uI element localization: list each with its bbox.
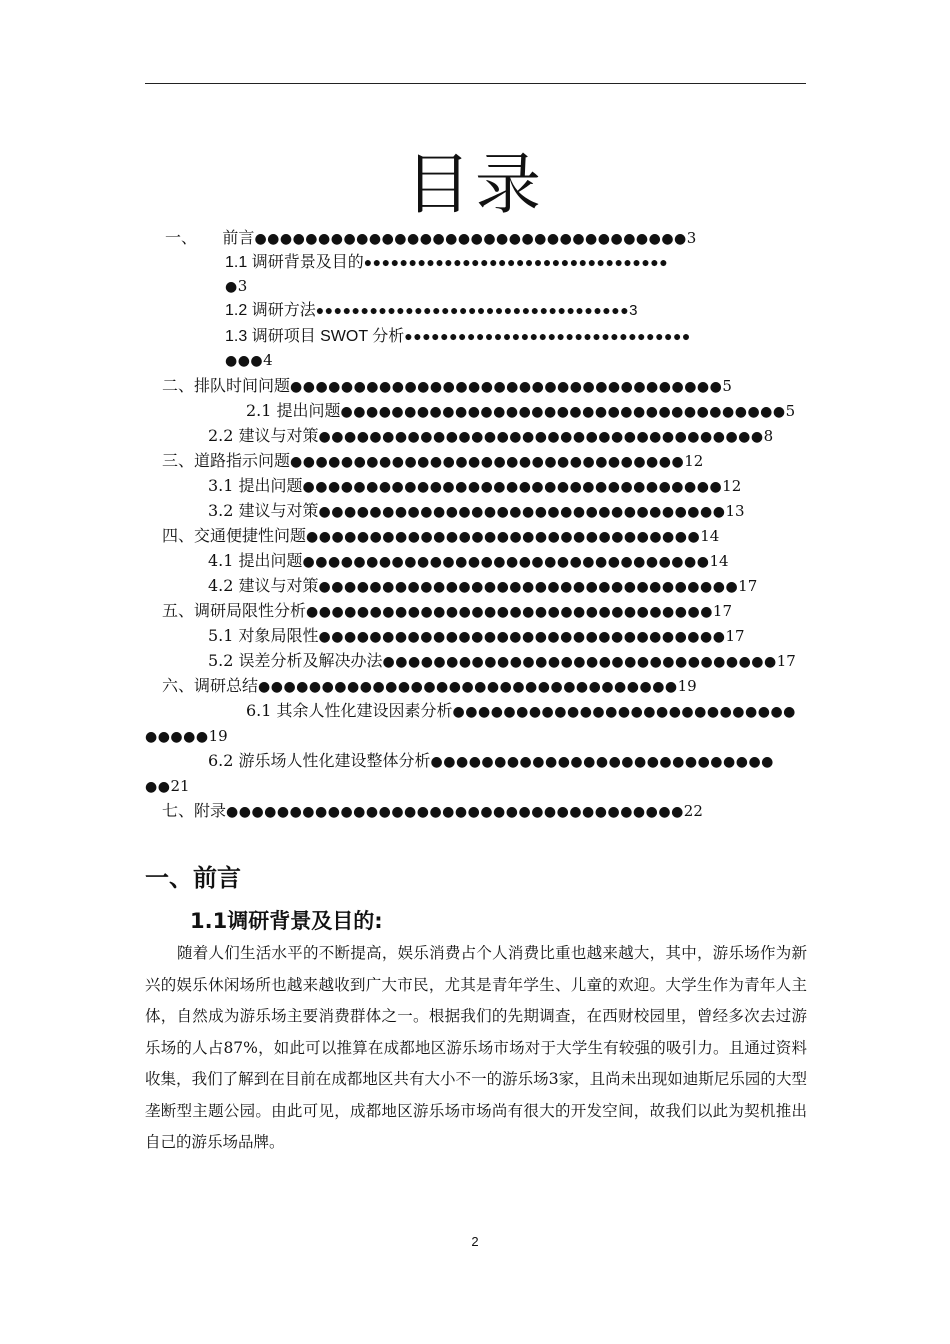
toc-entry[interactable] (208, 476, 741, 497)
toc-entry[interactable] (162, 376, 732, 397)
toc-entry-label: 三、道路指示问题 (162, 451, 291, 470)
toc-entry-label: 1.1 调研背景及目的 (225, 254, 364, 271)
toc-entry-label: 四、交通便捷性问题 (162, 526, 307, 545)
toc-entry[interactable] (162, 676, 697, 697)
toc-entry[interactable] (225, 252, 668, 273)
toc-leader-dots: ●●●●●●●●●●●●●●●●●●●●●●●●●●●●●●●●●●●● (226, 804, 684, 820)
toc-entry-continuation (145, 726, 228, 747)
toc-leader-dots: ●●●●●●●●●●●●●●●●●●●●●●●●●●●●●●●●● (258, 679, 678, 695)
subsection-heading: 1.1调研背景及目的: (190, 909, 383, 933)
toc-entry[interactable] (246, 701, 796, 722)
toc-leader-dots: ●●●●●●●●●●●●●●●●●●●●●●●●●●●●●●●●●●● (340, 404, 786, 420)
toc-leader-dots: ●● (145, 779, 171, 795)
toc-entry[interactable] (208, 551, 729, 572)
toc-leader-dots: ●●●●●●●●●●●●●●●●●●●●●●●●●●●●●●●●●● (254, 231, 687, 247)
toc-entry[interactable] (208, 626, 745, 647)
toc-page-number: 17 (725, 627, 745, 645)
toc-page-number: 3 (237, 277, 248, 295)
toc-page-number: 17 (712, 602, 733, 620)
toc-entry[interactable] (208, 501, 745, 522)
toc-entry-label: 3.1 提出问题 (208, 476, 303, 495)
toc-page-number: 17 (738, 577, 758, 595)
toc-page-number: 13 (725, 502, 745, 520)
toc-entry[interactable] (162, 526, 719, 547)
toc-entry-label: 1.2 调研方法 (225, 302, 316, 319)
toc-page-number: 14 (700, 527, 720, 545)
toc-leader-dots: ●●● (225, 353, 264, 369)
toc-entry[interactable] (208, 751, 774, 772)
toc-leader-dots: ●●●●●●●●●●●●●●●●●●●●●●●●●●●●●●● (306, 529, 701, 545)
toc-leader-dots: ●●●●●●●●●●●●●●●●●●●●●●●●●●● (452, 704, 796, 720)
toc-entry-label: 2.2 建议与对策 (208, 426, 319, 445)
toc-page-number: 8 (763, 427, 774, 445)
toc-leader-dots: ●●●●●●●●●●●●●●●●●●●●●●●●●●●●●●●● (404, 328, 691, 344)
toc-page-number: 22 (683, 802, 703, 820)
toc-entry-label: 6.1 其余人性化建设因素分析 (246, 701, 453, 720)
toc-leader-dots: ●●●●●●●●●●●●●●●●●●●●●●●●●●●●●●●●● (302, 479, 723, 495)
toc-entry[interactable] (225, 300, 638, 321)
toc-entry[interactable] (208, 426, 773, 447)
toc-page-number: 12 (722, 477, 742, 495)
toc-entry-label: 1.3 调研项目 SWOT 分析 (225, 328, 405, 345)
body-paragraph: 随着人们生活水平的不断提高，娱乐消费占个人消费比重也越来越大，其中，游乐场作为新兴的娱乐休闲场所也越来越收到广大市民，尤其是青年学生、儿童的欢迎。大学生作为青年人主体，自然成为游乐场主要消费群体之一。根据我们的先期调查，在西财校园里，曾经多次去过游乐场的人占87%，如此可以推算在成都地区游乐场市场对于大学生有较强的吸引力。且通过资料收集，我们了解到在目前在成都地区共有大小不一的游乐场3家，且尚未出现如迪斯尼乐园的大型垄断型主题公园。由此可见，成都地区游乐场市场尚有很大的开发空间，故我们以此为契机推出自己的游乐场品牌。 (145, 944, 807, 1151)
toc-entry[interactable] (246, 401, 795, 422)
toc-leader-dots: ● (225, 279, 238, 295)
toc-page-number: 5 (722, 377, 732, 395)
toc-entry[interactable] (208, 576, 757, 597)
toc-entry[interactable] (208, 651, 796, 672)
toc-leader-dots: ●●●●●●●●●●●●●●●●●●●●●●●●●●●●●●●● (302, 554, 710, 570)
toc-leader-dots: ●●●●●●●●●●●●●●●●●●●●●●●●●●●●●●●● (318, 629, 726, 645)
section-heading: 一、前言 (145, 864, 241, 892)
toc-entry[interactable] (162, 801, 703, 822)
toc-leader-dots: ●●●●●●●●●●●●●●●●●●●●●●●●●●●●●●●●● (318, 579, 739, 595)
toc-entry-label: 4.2 建议与对策 (208, 576, 319, 595)
toc-entry[interactable] (225, 326, 691, 347)
toc-leader-dots: ●●●●●●●●●●●●●●●●●●●●●●●●●●●●●●● (290, 454, 685, 470)
toc-entry-label: 六、调研总结 (162, 676, 259, 695)
toc-leader-dots: ●●●●●●●●●●●●●●●●●●●●●●●●●●●●●●●●●●● (315, 302, 630, 318)
toc-leader-dots: ●●●●●●●●●●●●●●●●●●●●●●●●●●●●●●● (382, 654, 777, 670)
toc-leader-dots: ●●●●●●●●●●●●●●●●●●●●●●●●●●●●●●●●●●● (318, 429, 764, 445)
header-rule (145, 83, 806, 84)
toc-title: 目录 (405, 146, 545, 223)
toc-leader-dots: ●●●●●●●●●●●●●●●●●●●●●●●●●●● (430, 754, 774, 770)
toc-page-number: 3 (629, 302, 638, 319)
page-number: 2 (471, 1234, 479, 1249)
toc-entry-continuation (225, 276, 247, 297)
toc-page-number: 19 (208, 727, 228, 745)
toc-entry-label: 3.2 建议与对策 (208, 501, 319, 520)
toc-entry[interactable] (162, 451, 703, 472)
toc-entry-continuation (145, 776, 190, 797)
toc-entry[interactable] (165, 228, 696, 249)
toc-page-number: 4 (263, 351, 273, 369)
toc-page-number: 3 (686, 229, 697, 247)
toc-page-number: 17 (776, 652, 796, 670)
toc-page-number: 19 (677, 677, 697, 695)
toc-page-number: 5 (785, 402, 796, 420)
toc-entry-label: 5.1 对象局限性 (208, 626, 319, 645)
toc-entry-label: 五、调研局限性分析 (162, 601, 307, 620)
toc-leader-dots: ●●●●●●●●●●●●●●●●●●●●●●●●●●●●●●●● (306, 604, 713, 620)
toc-page-number: 14 (709, 552, 729, 570)
toc-entry-label: 二、排队时间问题 (162, 376, 291, 395)
toc-entry-label: 一、 前言 (165, 228, 255, 247)
toc-entry-label: 5.2 误差分析及解决办法 (208, 651, 383, 670)
toc-entry-label: 4.1 提出问题 (208, 551, 303, 570)
toc-page-number: 21 (170, 777, 190, 795)
toc-entry-label: 6.2 游乐场人性化建设整体分析 (208, 751, 431, 770)
toc-entry[interactable] (162, 601, 732, 622)
toc-entry-label: 七、附录 (162, 801, 227, 820)
toc-leader-dots: ●●●●● (145, 729, 209, 745)
toc-entry-continuation (225, 350, 273, 371)
toc-entry-label: 2.1 提出问题 (246, 401, 341, 420)
toc-page-number: 12 (684, 452, 704, 470)
toc-leader-dots: ●●●●●●●●●●●●●●●●●●●●●●●●●●●●●●●●●● (363, 254, 669, 270)
toc-leader-dots: ●●●●●●●●●●●●●●●●●●●●●●●●●●●●●●●● (318, 504, 726, 520)
toc-leader-dots: ●●●●●●●●●●●●●●●●●●●●●●●●●●●●●●●●●● (290, 379, 723, 395)
